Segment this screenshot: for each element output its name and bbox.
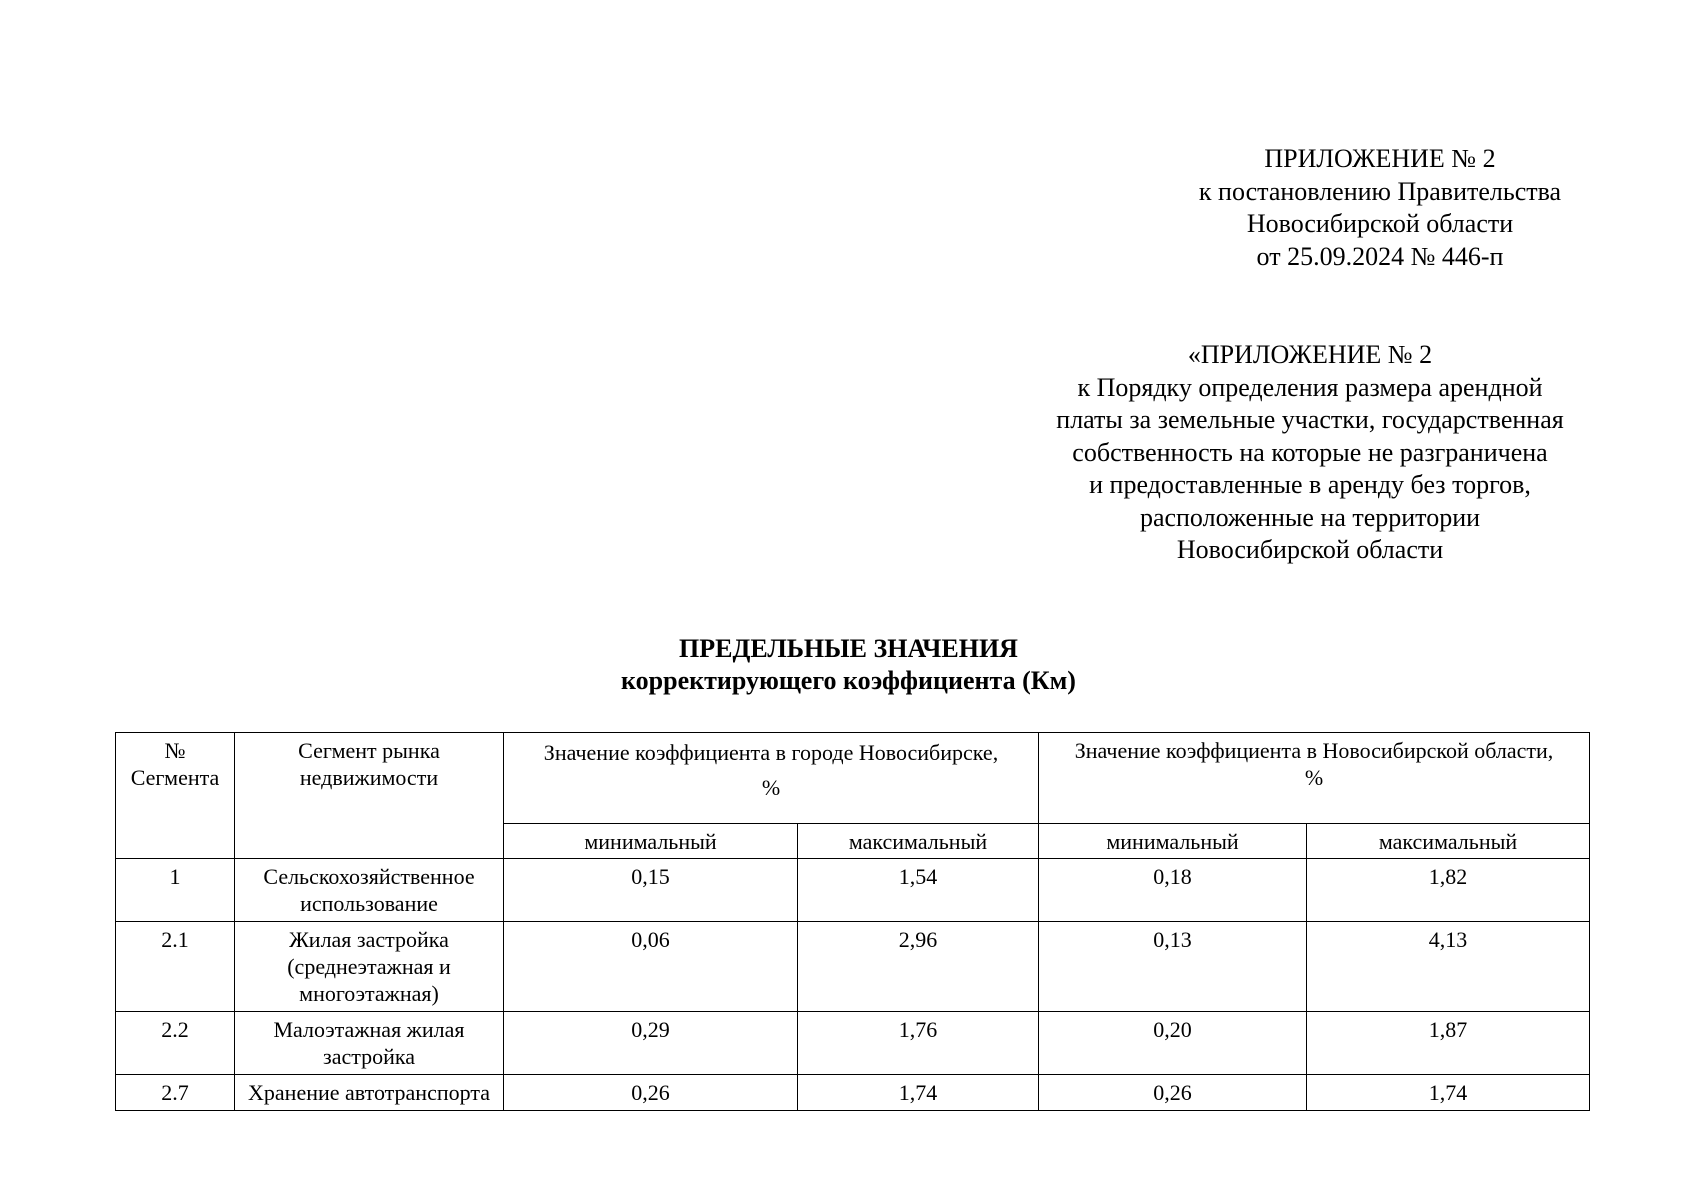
table-header-row bbox=[116, 733, 1590, 824]
cell-segment-no: 2.7 bbox=[116, 1075, 235, 1111]
cell-region-max: 4,13 bbox=[1307, 922, 1590, 1012]
coefficient-table bbox=[115, 732, 1590, 1111]
header-city-label: Значение коэффициента в городе Новосибирске, bbox=[543, 740, 999, 765]
header-segment-no: № Сегмента bbox=[116, 733, 235, 859]
header-region-unit: % bbox=[1304, 765, 1324, 790]
header-segment-name: Сегмент рынка недвижимости bbox=[235, 733, 504, 859]
cell-region-max: 1,87 bbox=[1307, 1012, 1590, 1075]
cell-region-min: 0,20 bbox=[1039, 1012, 1307, 1075]
cell-city-max: 1,76 bbox=[798, 1012, 1039, 1075]
annex-order-line: ПРИЛОЖЕНИЕ № 2 bbox=[1264, 144, 1496, 173]
header-city-unit: % bbox=[761, 775, 781, 800]
annex-procedure-reference bbox=[1010, 339, 1610, 567]
annex-order-line: Новосибирской области bbox=[1246, 209, 1514, 238]
header-region bbox=[1039, 733, 1590, 824]
annex-procedure-line: расположенные на территории bbox=[1139, 502, 1481, 532]
cell-city-min: 0,15 bbox=[504, 859, 798, 922]
cell-region-max: 1,82 bbox=[1307, 859, 1590, 922]
cell-city-min: 0,06 bbox=[504, 922, 798, 1012]
annex-order-line: к постановлению Правительства bbox=[1198, 176, 1562, 206]
cell-city-max: 1,54 bbox=[798, 859, 1039, 922]
annex-procedure-line: собственность на которые не разграничена bbox=[1072, 437, 1548, 467]
table-row bbox=[116, 1012, 1590, 1075]
cell-region-max: 1,74 bbox=[1307, 1075, 1590, 1111]
cell-city-min: 0,26 bbox=[504, 1075, 798, 1111]
annex-procedure-line: и предоставленные в аренду без торгов, bbox=[1089, 470, 1531, 499]
document-subtitle: корректирующего коэффициента (Км) bbox=[621, 666, 1076, 695]
header-city-min: минимальный bbox=[504, 824, 798, 859]
cell-region-min: 0,18 bbox=[1039, 859, 1307, 922]
annex-procedure-line: «ПРИЛОЖЕНИЕ № 2 bbox=[1187, 340, 1433, 369]
annex-order-reference bbox=[1140, 143, 1620, 273]
cell-city-min: 0,29 bbox=[504, 1012, 798, 1075]
header-city bbox=[504, 733, 1039, 824]
header-region-min: минимальный bbox=[1039, 824, 1307, 859]
annex-procedure-line: Новосибирской области bbox=[1176, 535, 1444, 564]
annex-procedure-line: к Порядку определения размера арендной bbox=[1077, 372, 1543, 402]
header-region-max: максимальный bbox=[1307, 824, 1590, 859]
table-row bbox=[116, 859, 1590, 922]
cell-region-min: 0,13 bbox=[1039, 922, 1307, 1012]
table-row bbox=[116, 922, 1590, 1012]
cell-city-max: 2,96 bbox=[798, 922, 1039, 1012]
cell-segment-name: Хранение автотранспорта bbox=[235, 1075, 504, 1111]
cell-segment-no: 1 bbox=[116, 859, 235, 922]
header-city-max: максимальный bbox=[798, 824, 1039, 859]
annex-order-line: от 25.09.2024 № 446-п bbox=[1256, 241, 1504, 271]
cell-segment-name: Малоэтажная жилая застройка bbox=[235, 1012, 504, 1075]
annex-procedure-line: платы за земельные участки, государственная bbox=[1056, 405, 1564, 434]
cell-segment-no: 2.1 bbox=[116, 922, 235, 1012]
cell-city-max: 1,74 bbox=[798, 1075, 1039, 1111]
table-row bbox=[116, 1075, 1590, 1111]
cell-segment-no: 2.2 bbox=[116, 1012, 235, 1075]
cell-segment-name: Жилая застройка (среднеэтажная и многоэтажная) bbox=[235, 922, 504, 1012]
cell-region-min: 0,26 bbox=[1039, 1075, 1307, 1111]
header-region-label: Значение коэффициента в Новосибирской области, bbox=[1074, 738, 1554, 763]
document-title: ПРЕДЕЛЬНЫЕ ЗНАЧЕНИЯ bbox=[679, 634, 1018, 663]
cell-segment-name: Сельскохозяйственное использование bbox=[235, 859, 504, 922]
